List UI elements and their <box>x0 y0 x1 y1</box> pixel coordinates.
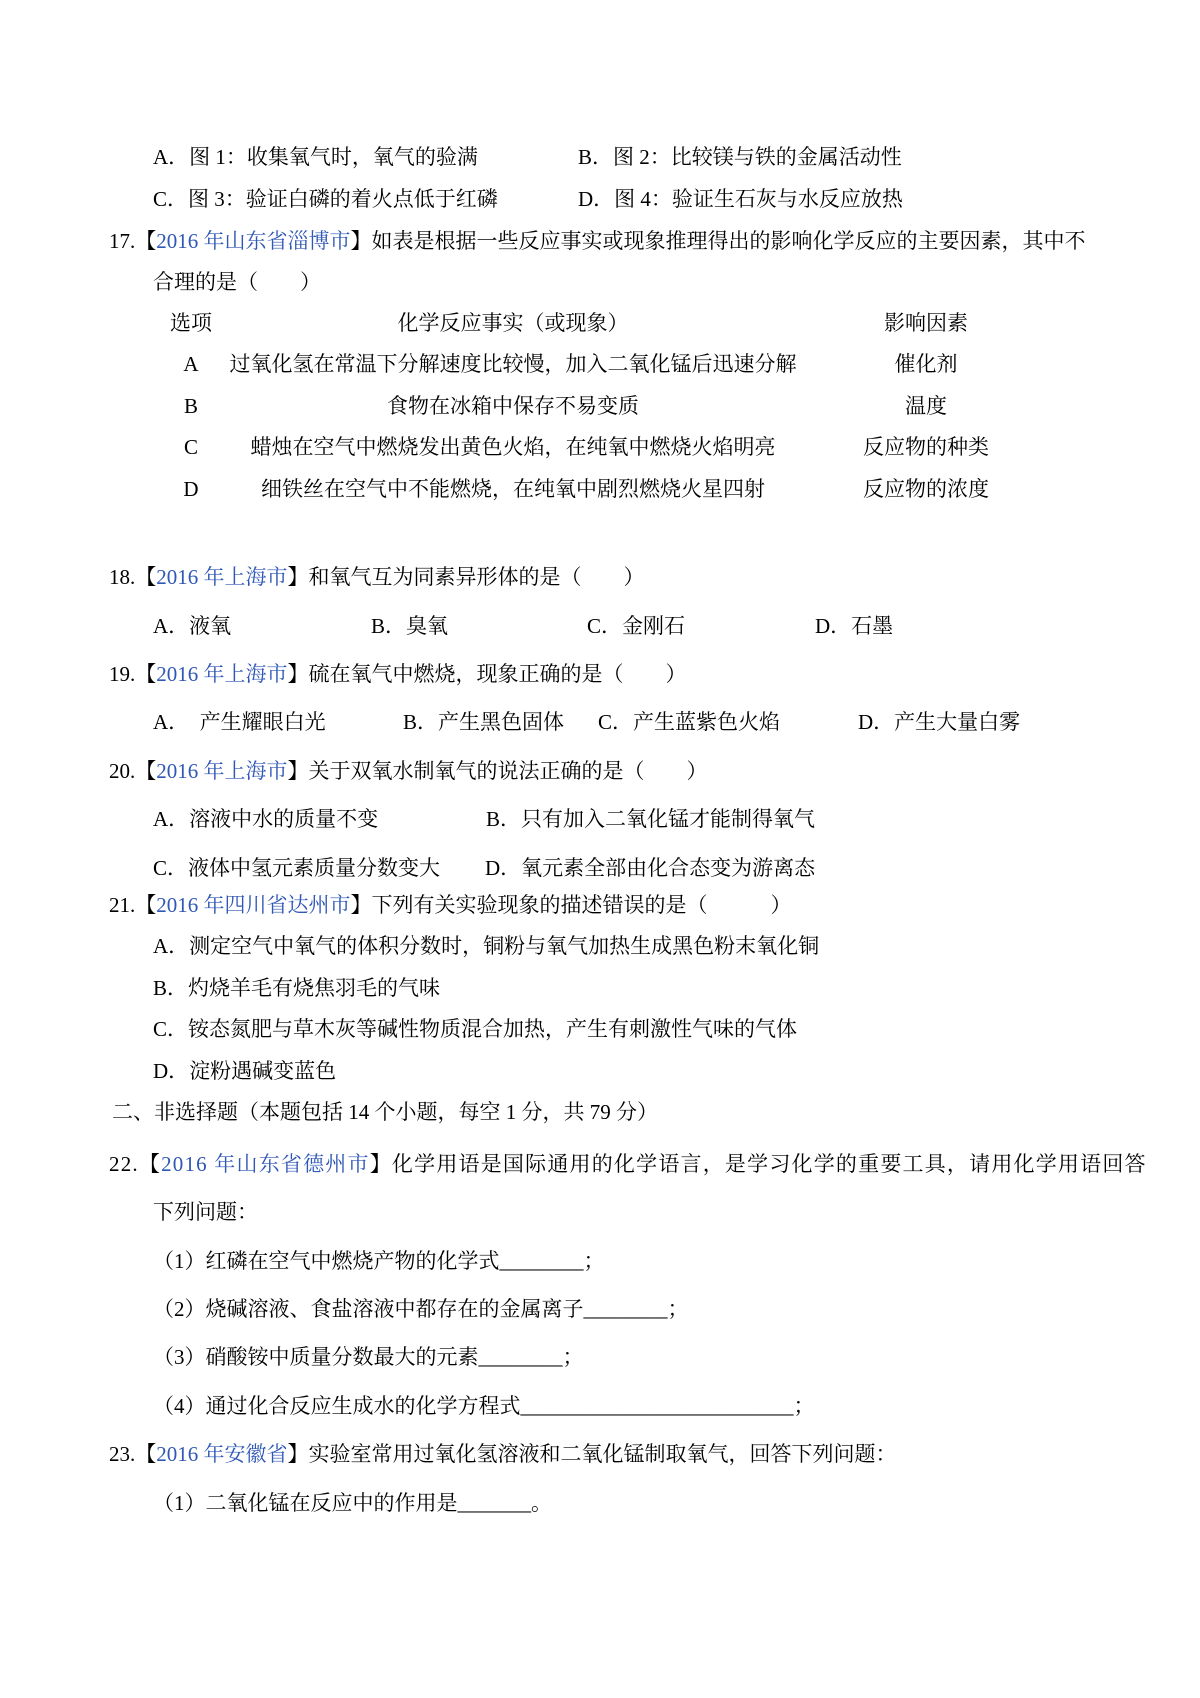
q20-option-c: C．液体中氢元素质量分数变大 <box>153 856 441 880</box>
q22-stem-line-2: 下列问题： <box>153 1200 258 1224</box>
table-cell-factor: 温度 <box>905 394 947 418</box>
question-number: 19. <box>109 662 136 686</box>
question-number: 23. <box>109 1442 136 1466</box>
q16-option-d: D．图 4：验证生石灰与水反应放热 <box>578 187 903 211</box>
q18-option-b: B．臭氧 <box>371 614 449 638</box>
table-cell-option: C <box>183 435 198 459</box>
source-open-bracket: 【 <box>135 759 157 783</box>
q22-part-2: （2）烧碱溶液、食盐溶液中都存在的金属离子________； <box>153 1297 689 1321</box>
source-tag: 2016 年上海市 <box>156 759 288 783</box>
q20-option-a: A．溶液中水的质量不变 <box>153 807 379 831</box>
source-close-bracket: 】 <box>287 1442 309 1466</box>
q18-stem <box>109 565 645 589</box>
q19-option-c: C．产生蓝紫色火焰 <box>598 710 781 734</box>
question-stem: 化学用语是国际通用的化学语言，是学习化学的重要工具，请用化学用语回答 <box>391 1152 1147 1176</box>
q22-part-4: （4）通过化合反应生成水的化学方程式__________________________； <box>153 1394 815 1418</box>
table-cell-fact: 蜡烛在空气中燃烧发出黄色火焰，在纯氧中燃烧火焰明亮 <box>250 435 776 459</box>
table-header-fact: 化学反应事实（或现象） <box>397 311 629 335</box>
q18-option-a: A．液氧 <box>153 614 232 638</box>
table-cell-fact: 过氧化氢在常温下分解速度比较慢，加入二氧化锰后迅速分解 <box>229 352 797 376</box>
q19-option-b: B．产生黑色固体 <box>403 710 565 734</box>
q20-option-d: D．氧元素全部由化合态变为游离态 <box>485 856 816 880</box>
q21-option-a: A．测定空气中氧气的体积分数时，铜粉与氧气加热生成黑色粉末氧化铜 <box>153 934 820 958</box>
table-cell-fact: 食物在冰箱中保存不易变质 <box>387 394 639 418</box>
source-close-bracket: 】 <box>287 662 309 686</box>
source-open-bracket: 【 <box>135 229 157 253</box>
question-number: 22. <box>109 1152 139 1176</box>
table-header-factor: 影响因素 <box>884 311 968 335</box>
question-stem: 和氧气互为同素异形体的是（ ） <box>308 565 645 589</box>
table-header-option: 选项 <box>170 311 212 335</box>
source-open-bracket: 【 <box>135 662 157 686</box>
source-open-bracket: 【 <box>138 1152 162 1176</box>
q16-option-b: B．图 2：比较镁与铁的金属活动性 <box>578 145 902 169</box>
q18-option-c: C．金刚石 <box>587 614 686 638</box>
source-close-bracket: 】 <box>350 893 372 917</box>
source-tag: 2016 年山东省淄博市 <box>156 229 351 253</box>
q23-stem <box>109 1442 897 1466</box>
source-tag: 2016 年四川省达州市 <box>156 893 351 917</box>
source-close-bracket: 】 <box>369 1152 392 1176</box>
q19-option-d: D．产生大量白雾 <box>858 710 1021 734</box>
table-cell-option: A <box>183 352 199 376</box>
table-cell-factor: 反应物的浓度 <box>863 477 989 501</box>
source-tag: 2016 年上海市 <box>156 565 288 589</box>
question-stem: 实验室常用过氧化氢溶液和二氧化锰制取氧气，回答下列问题： <box>308 1442 897 1466</box>
q19-stem <box>109 662 687 686</box>
q20-option-b: B．只有加入二氧化锰才能制得氧气 <box>486 807 816 831</box>
q17-stem-line-1 <box>109 229 1086 253</box>
q18-option-d: D．石墨 <box>815 614 894 638</box>
q20-stem <box>109 759 708 783</box>
table-cell-option: D <box>183 477 199 501</box>
question-number: 21. <box>109 893 136 917</box>
source-open-bracket: 【 <box>135 1442 157 1466</box>
q21-stem <box>109 893 792 917</box>
source-open-bracket: 【 <box>135 893 157 917</box>
q22-stem-line-1 <box>109 1152 1147 1176</box>
q17-stem-line-2: 合理的是（ ） <box>153 270 321 294</box>
q19-option-a: A． 产生耀眼白光 <box>153 710 326 734</box>
source-close-bracket: 】 <box>350 229 372 253</box>
section-heading: 二、非选择题（本题包括 14 个小题，每空 1 分，共 79 分） <box>112 1100 658 1124</box>
question-number: 20. <box>109 759 136 783</box>
table-cell-fact: 细铁丝在空气中不能燃烧，在纯氧中剧烈燃烧火星四射 <box>261 477 765 501</box>
table-cell-option: B <box>183 394 198 418</box>
source-open-bracket: 【 <box>135 565 157 589</box>
q22-part-1: （1）红磷在空气中燃烧产物的化学式________； <box>153 1249 605 1273</box>
table-cell-factor: 反应物的种类 <box>863 435 989 459</box>
question-stem: 下列有关实验现象的描述错误的是（ ） <box>371 893 792 917</box>
q21-option-d: D．淀粉遇碱变蓝色 <box>153 1059 337 1083</box>
q21-option-c: C．铵态氮肥与草木灰等碱性物质混合加热，产生有刺激性气味的气体 <box>153 1017 798 1041</box>
q22-part-3: （3）硝酸铵中质量分数最大的元素________； <box>153 1345 584 1369</box>
source-tag: 2016 年安徽省 <box>156 1442 288 1466</box>
source-tag: 2016 年上海市 <box>156 662 288 686</box>
question-stem: 如表是根据一些反应事实或现象推理得出的影响化学反应的主要因素，其中不 <box>371 229 1086 253</box>
question-stem: 关于双氧水制氧气的说法正确的是（ ） <box>308 759 708 783</box>
q16-option-a: A．图 1：收集氧气时，氧气的验满 <box>153 145 478 169</box>
q23-part-1: （1）二氧化锰在反应中的作用是_______。 <box>153 1491 552 1515</box>
q21-option-b: B．灼烧羊毛有烧焦羽毛的气味 <box>153 976 441 1000</box>
table-cell-factor: 催化剂 <box>894 352 958 376</box>
question-number: 17. <box>109 229 136 253</box>
source-tag: 2016 年山东省德州市 <box>161 1152 370 1176</box>
source-close-bracket: 】 <box>287 759 309 783</box>
question-number: 18. <box>109 565 136 589</box>
question-stem: 硫在氧气中燃烧，现象正确的是（ ） <box>308 662 687 686</box>
source-close-bracket: 】 <box>287 565 309 589</box>
q16-option-c: C．图 3：验证白磷的着火点低于红磷 <box>153 187 498 211</box>
